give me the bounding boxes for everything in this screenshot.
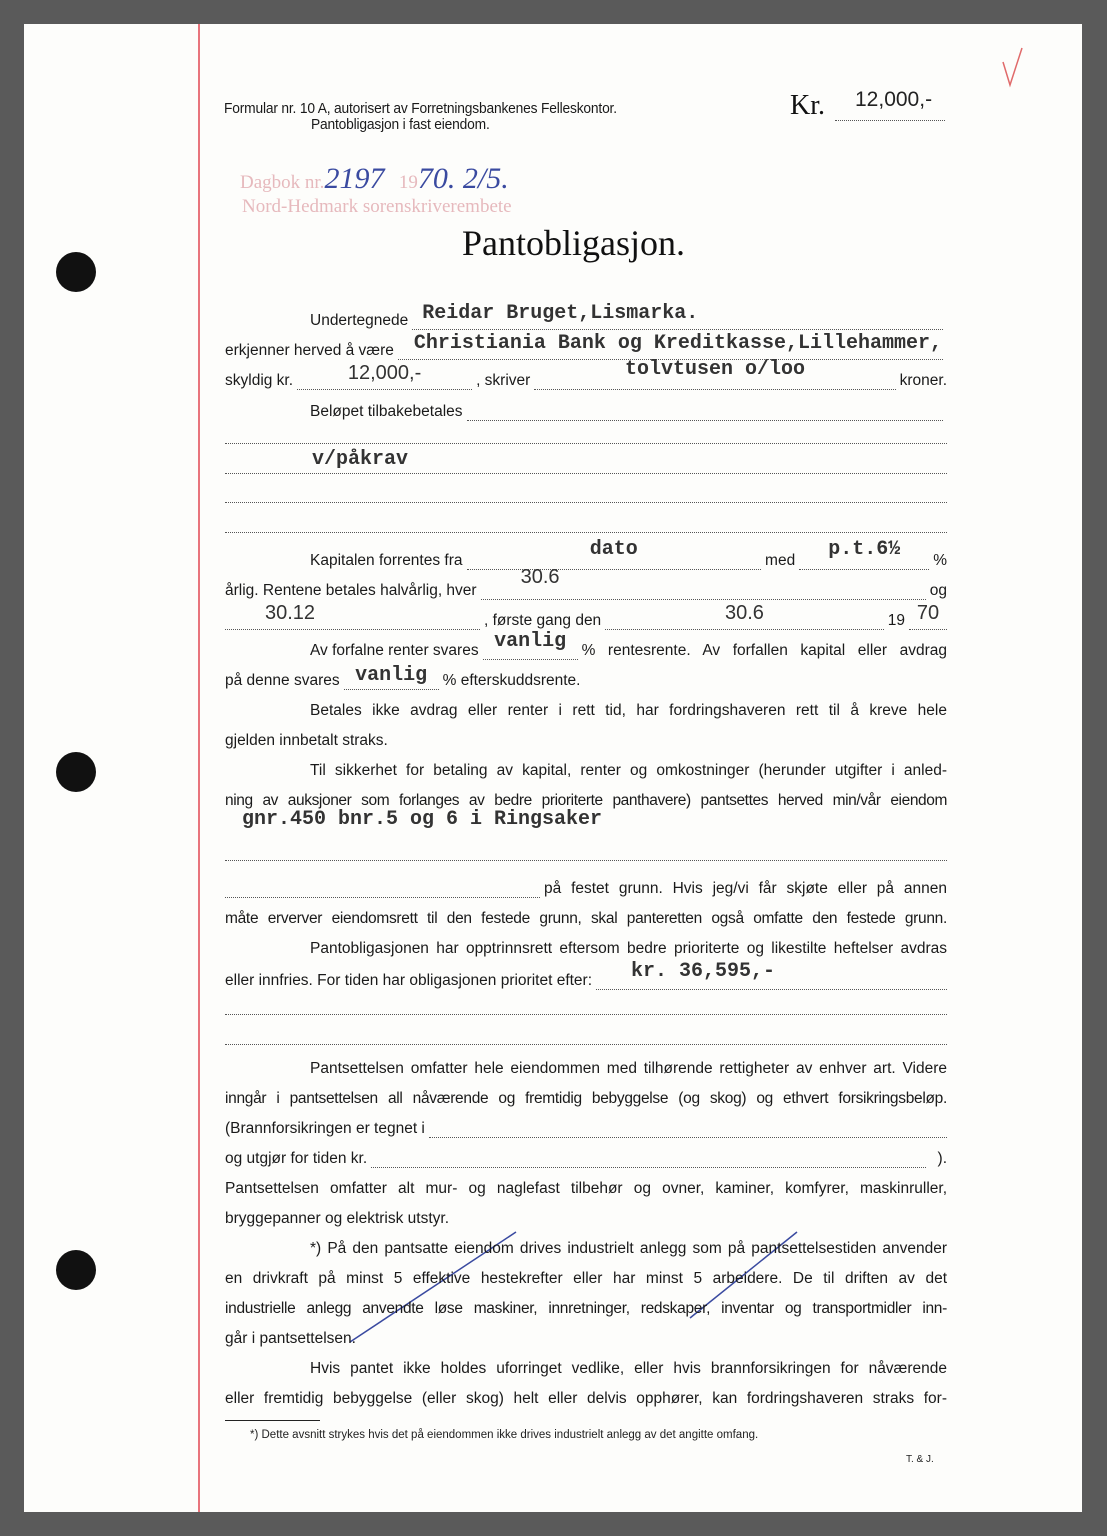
label: ). <box>937 1150 947 1167</box>
label: erkjenner herved å være <box>225 342 394 359</box>
row-brann <box>225 1116 947 1138</box>
text: måte erverver eiendomsrett til den festede grunn, skal panteretten også omfatte den festede grunn. <box>225 910 947 927</box>
text: bryggepanner og elektrisk utstyr. <box>225 1210 450 1227</box>
text: Hvis pantet ikke holdes uforringet vedlike, eller hvis brannforsikringen for nåværende <box>310 1360 947 1377</box>
label: 19 <box>887 612 905 629</box>
paragraph-line <box>225 728 947 750</box>
value: 30.12 <box>265 602 316 624</box>
label: % <box>933 552 947 569</box>
field-priority <box>596 960 947 990</box>
field-late-interest <box>483 630 578 660</box>
property-value: gnr.450 bnr.5 og 6 i Ringsaker <box>242 808 603 831</box>
text: går i pantsettelsen. <box>225 1330 356 1347</box>
form-header-line1: Formular nr. 10 A, autorisert av Forretningsbankenes Felleskontor. <box>224 100 617 117</box>
paragraph-line <box>225 1176 947 1198</box>
field-undertegnede <box>412 302 943 330</box>
row-denne <box>225 664 947 690</box>
label: Beløpet tilbakebetales <box>310 403 463 420</box>
label: , skriver <box>476 372 531 389</box>
dotted-line <box>225 502 947 503</box>
year-prefix: 19 <box>398 172 418 193</box>
text: inngår i pantsettelsen all nåværende og fremtidig bebyggelse (og skog) og ethvert forsikringsbeløp. <box>225 1090 947 1107</box>
value: p.t.6½ <box>828 538 901 561</box>
field-amount <box>297 362 472 390</box>
paragraph-line <box>225 1266 947 1288</box>
row-belopet <box>225 399 947 421</box>
row-utgjor <box>225 1146 947 1168</box>
form-header-line2: Pantobligasjon i fast eiendom. <box>311 116 490 133</box>
text: *) På den pantsatte eiendom drives industrielt anlegg som på pantsettelsestiden anvender <box>310 1240 947 1257</box>
label: og utgjør for tiden kr. <box>225 1150 368 1167</box>
value: tolvtusen o/loo <box>624 358 805 381</box>
text: gjelden innbetalt straks. <box>225 732 388 749</box>
paragraph-line <box>225 1326 947 1348</box>
field-first-date <box>605 602 884 630</box>
dotted-line <box>225 1014 947 1015</box>
text: Betales ikke avdrag eller renter i rett tid, har fordringshaveren rett til å kreve hele <box>310 702 947 719</box>
field-interest-date <box>481 566 926 600</box>
repayment-value: v/påkrav <box>312 448 409 471</box>
value: Christiania Bank og Kreditkasse,Lillehammer, <box>413 332 942 355</box>
text: Pantobligasjonen har opptrinnsrett eftersom bedre prioriterte og likestilte heftelser avdras <box>310 940 947 957</box>
dagbok-stamp <box>240 162 509 196</box>
kr-field <box>835 120 945 121</box>
field-repayment <box>467 406 943 421</box>
field-default-interest <box>344 664 439 690</box>
label: med <box>765 552 796 569</box>
row-undertegnede <box>225 302 947 330</box>
field-amount-words <box>534 358 895 390</box>
value: vanlig <box>494 630 567 653</box>
label: årlig. Rentene betales halvårlig, hver <box>225 582 477 599</box>
dotted-line <box>225 860 947 861</box>
paragraph-line <box>225 1056 947 1078</box>
label: (Brannforsikringen er tegnet i <box>225 1120 425 1137</box>
text: ning av auksjoner som forlanges av bedre prioriterte panthavere) pantsettes herved min/vår eiendom <box>225 792 947 809</box>
value: kr. 36,595,- <box>631 960 776 983</box>
row-erkjenner <box>225 332 947 360</box>
paragraph-line <box>225 1386 947 1408</box>
label: og <box>929 582 947 599</box>
row-skyldig <box>225 358 947 390</box>
paragraph-line <box>225 1356 947 1378</box>
text: en drivkraft på minst 5 effektive hestekrefter eller har minst 5 arbeidere. De til driften av det <box>225 1270 947 1287</box>
row-arlig <box>225 566 947 600</box>
paragraph-line <box>225 758 947 780</box>
label: % efterskuddsrente. <box>442 672 581 689</box>
stamp-date: 70. 2/5. <box>417 162 509 195</box>
field-second-date <box>225 602 480 630</box>
label: på denne svares <box>225 672 340 689</box>
value: 70 <box>916 602 940 624</box>
paragraph-line <box>225 1206 947 1228</box>
label: Undertegnede <box>310 312 409 329</box>
dagbok-label: Dagbok nr. <box>240 172 325 193</box>
kr-value: 12,000,- <box>855 88 933 111</box>
value: 12,000,- <box>347 362 422 384</box>
row-prioritet <box>225 960 947 990</box>
text: Pantsettelsen omfatter alt mur- og naglefast tilbehør og ovner, kaminer, komfyrer, maskinruller, <box>225 1180 947 1197</box>
text: industrielle anlegg anvendte løse maskiner, innretninger, redskaper, inventar og transportmidler inn- <box>225 1300 947 1317</box>
printer-mark: T. & J. <box>906 1454 934 1465</box>
text: på festet grunn. Hvis jeg/vi får skjøte eller på annen <box>544 880 947 897</box>
row-festet <box>225 876 947 898</box>
label: skyldig kr. <box>225 372 294 389</box>
document-title: Pantobligasjon. <box>462 223 685 263</box>
label: eller innfries. For tiden har obligasjonen prioritet efter: <box>225 972 593 989</box>
label: Kapitalen forrentes fra <box>310 552 463 569</box>
stamp-office: Nord-Hedmark sorenskriverembete <box>242 196 512 217</box>
dotted-line <box>225 473 947 474</box>
paragraph-line <box>225 788 947 810</box>
value: 30.6 <box>725 602 764 624</box>
text: eller fremtidig bebyggelse (eller skog) helt eller delvis opphører, kan fordringshaveren straks for- <box>225 1390 947 1407</box>
row-forfalne <box>225 630 947 660</box>
field-year <box>909 602 947 630</box>
label: kroner. <box>899 372 947 389</box>
label: Av forfalne renter svares <box>310 642 479 659</box>
value: Reidar Bruget,Lismarka. <box>422 302 699 325</box>
value: vanlig <box>355 664 428 687</box>
label: % rentesrente. Av forfallen kapital eller avdrag <box>581 642 947 659</box>
checkmark-icon <box>1003 48 1022 85</box>
row-forste <box>225 602 947 630</box>
dotted-line <box>225 532 947 533</box>
label: , første gang den <box>484 612 602 629</box>
paragraph-line <box>225 1236 947 1258</box>
value: dato <box>589 538 638 561</box>
field-lease <box>225 883 540 898</box>
field-insurer <box>429 1123 947 1138</box>
paragraph-line <box>225 1296 947 1318</box>
dotted-line <box>225 1044 947 1045</box>
footnote-rule <box>225 1420 320 1421</box>
text: Til sikkerhet for betaling av kapital, renter og omkostninger (herunder utgifter i anled- <box>310 762 947 779</box>
field-insured-amount <box>371 1153 925 1168</box>
paragraph-line <box>225 936 947 958</box>
dotted-line <box>225 443 947 444</box>
dagbok-number: 2197 <box>324 162 385 195</box>
kr-label: Kr. <box>790 90 825 121</box>
paragraph-line <box>225 1086 947 1108</box>
paragraph-line <box>225 906 947 928</box>
value: 30.6 <box>520 566 560 588</box>
footnote: *) Dette avsnitt strykes hvis det på eiendommen ikke drives industrielt anlegg av det angitte omfang. <box>250 1429 759 1441</box>
text: Pantsettelsen omfatter hele eiendommen med tilhørende rettigheter av enhver art. Videre <box>310 1060 947 1077</box>
paragraph-line <box>225 698 947 720</box>
